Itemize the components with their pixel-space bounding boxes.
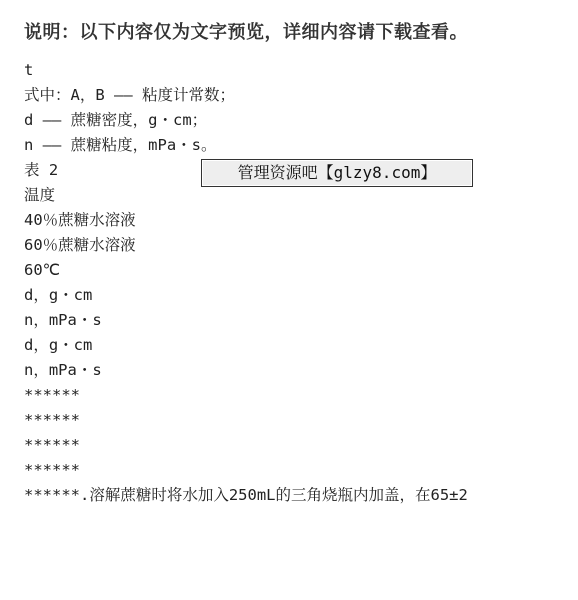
text-line: n，mPa・s (24, 361, 102, 379)
text-line: ****** (24, 436, 80, 454)
text-line: 60℃ (24, 261, 61, 279)
text-line: n —— 蔗糖粘度，mPa・s。 (24, 136, 217, 154)
text-line: t (24, 61, 34, 79)
text-line: n，mPa・s (24, 311, 102, 329)
text-line: 表 2 (24, 161, 59, 179)
text-line: 60％蔗糖水溶液 (24, 236, 136, 254)
text-line: d，g・cm (24, 336, 93, 354)
text-line: 40％蔗糖水溶液 (24, 211, 136, 229)
text-line: d —— 蔗糖密度，g・cm； (24, 111, 208, 129)
text-line: 温度 (24, 186, 56, 204)
text-line: ****** (24, 386, 80, 404)
preview-notice: 说明：以下内容仅为文字预览，详细内容请下载查看。 (24, 22, 468, 43)
text-line: d，g・cm (24, 286, 93, 304)
text-line: ****** (24, 461, 80, 479)
text-line: ******.溶解蔗糖时将水加入250mL的三角烧瓶内加盖，在65±2 (24, 486, 468, 504)
text-line: ****** (24, 411, 80, 429)
text-line: 式中：A，B —— 粘度计常数； (24, 86, 235, 104)
watermark-label: 管理资源吧【glzy8.com】 (201, 159, 473, 187)
document-body (24, 58, 554, 508)
